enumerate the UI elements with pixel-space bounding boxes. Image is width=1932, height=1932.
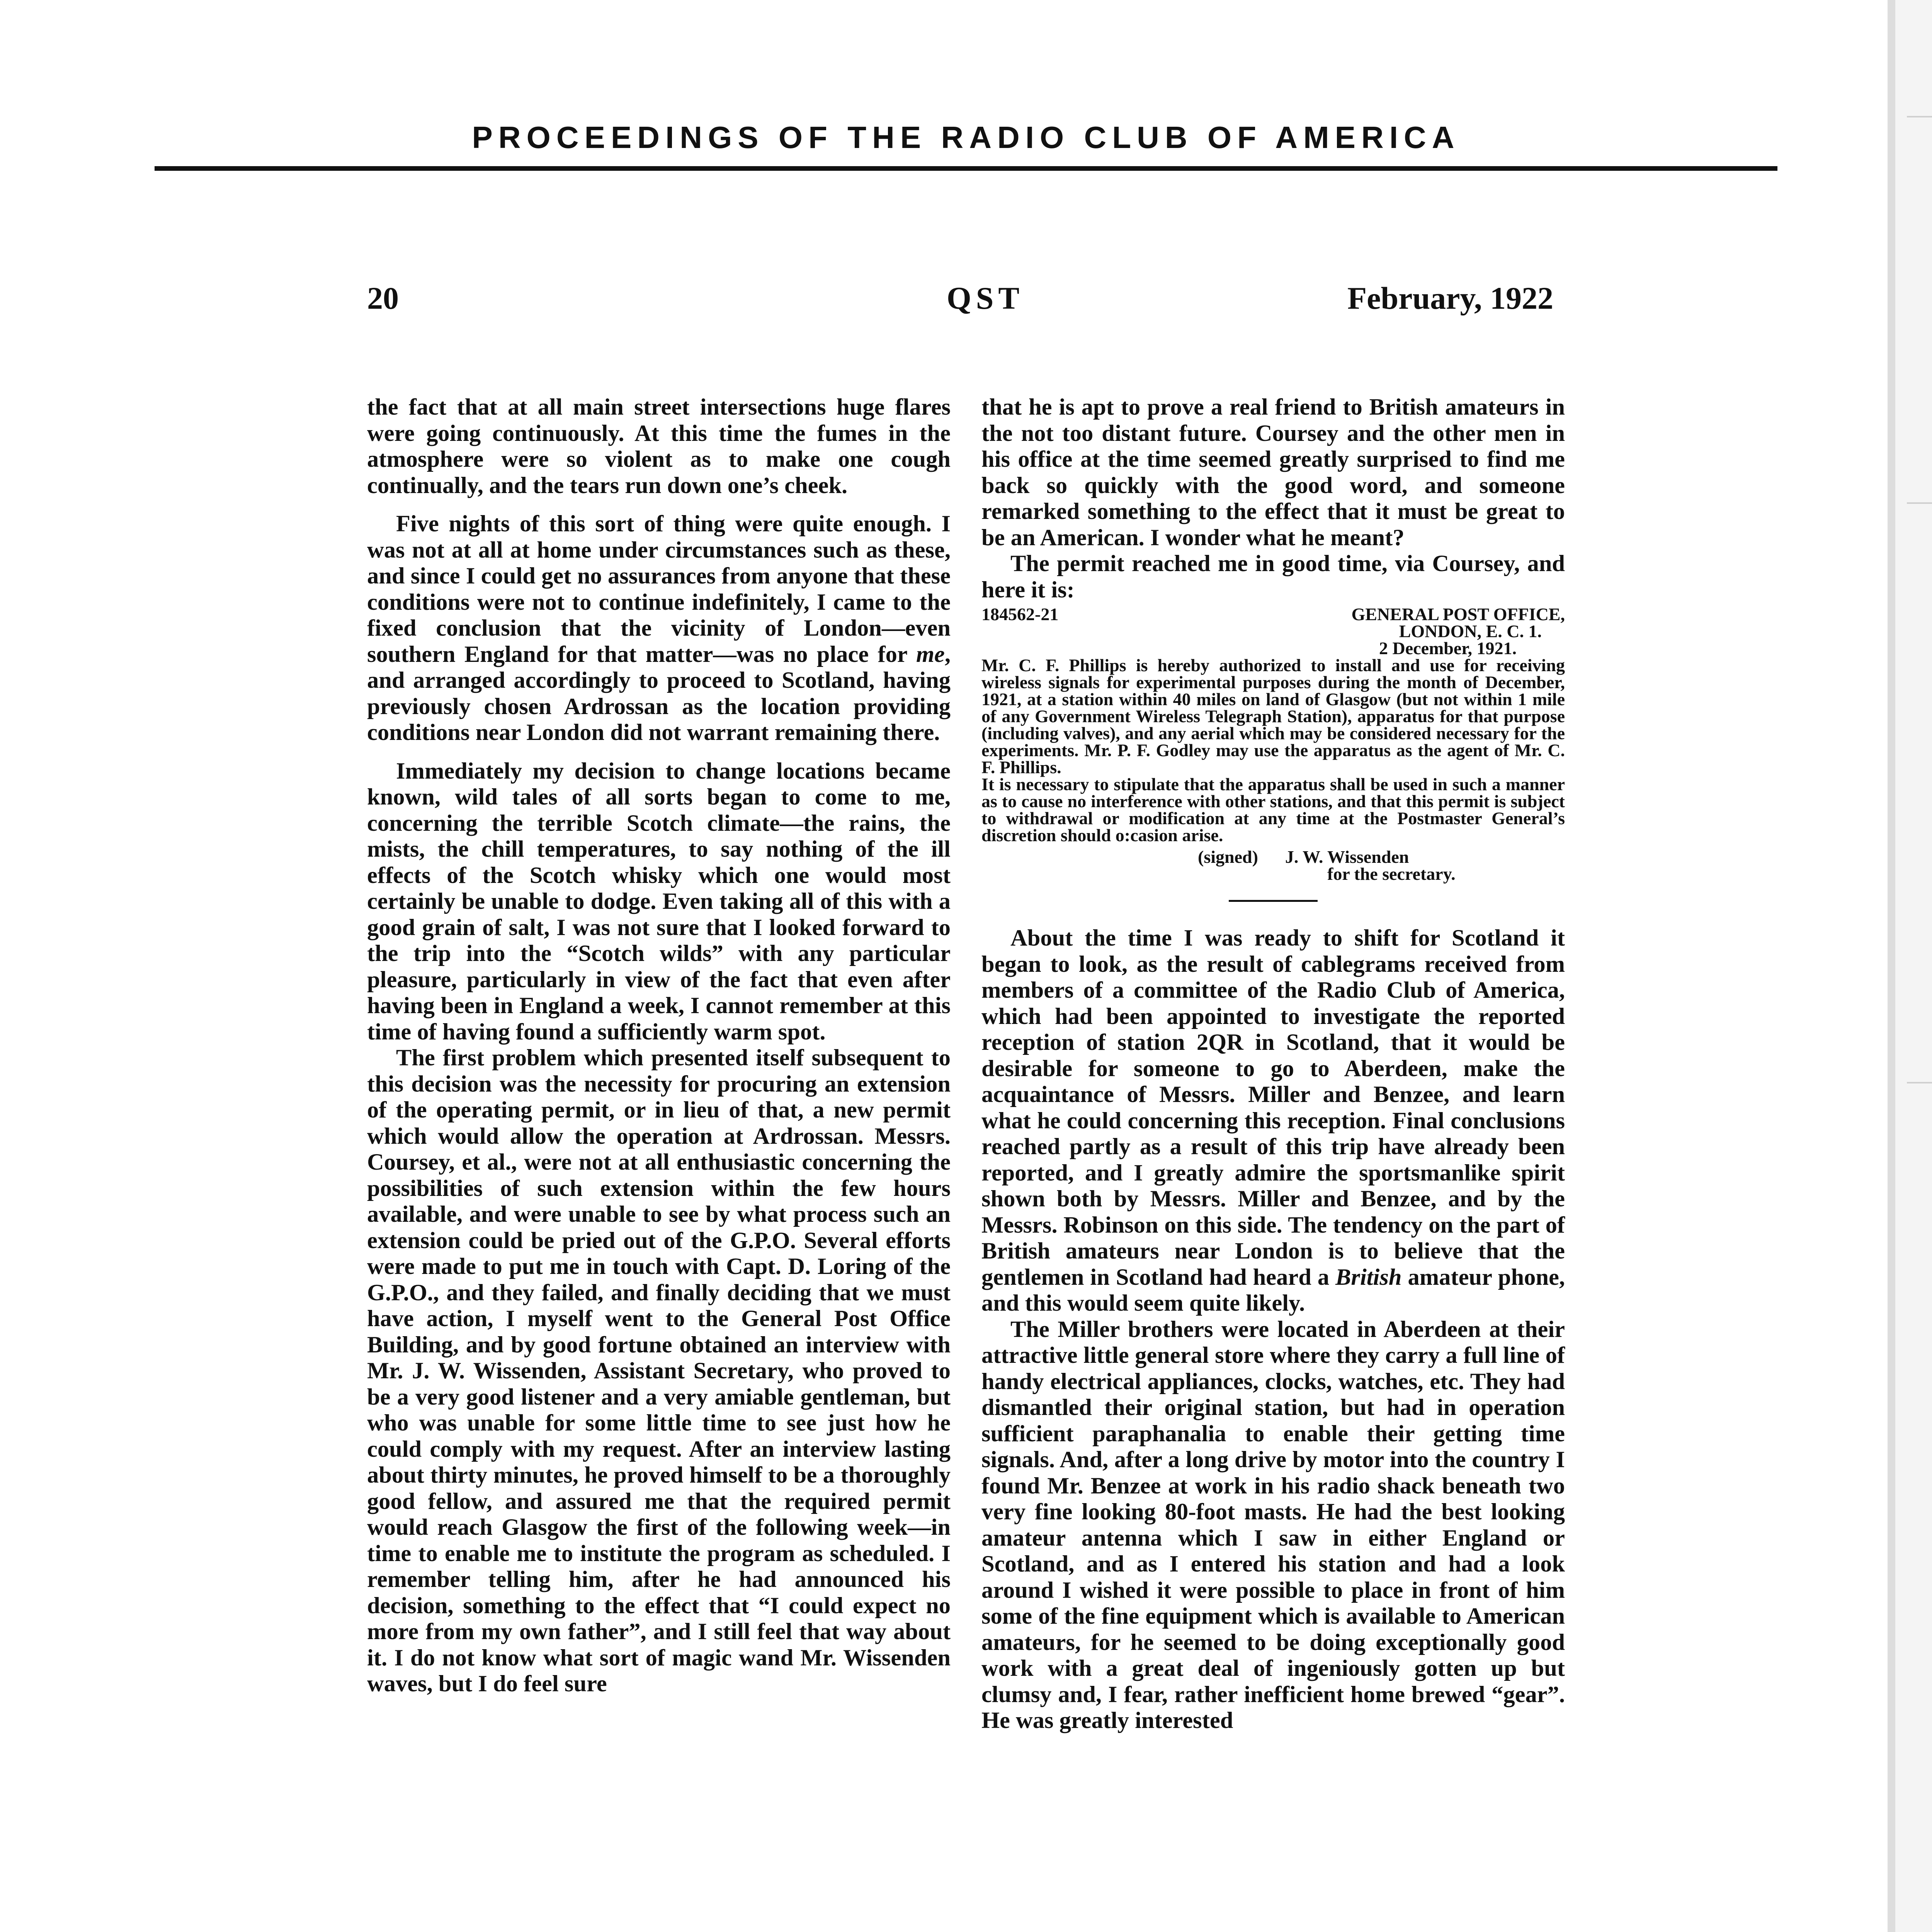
edge-tick [1907, 1082, 1932, 1083]
paragraph: The permit reached me in good time, via Coursey, and here it is: [981, 551, 1565, 603]
left-column [367, 394, 951, 1697]
paragraph: The first problem which presented itself subsequent to this decision was the necessity for procuring an extension of the operating permit, or in lieu of that, a new permit which would allow the operation at Ardrossan. Messrs. Coursey, et al., were not at all enthusiastic concerning the possibilities of such extension within the few hours available, and were unable to see by what process such an extension could be pried out of the G.P.O. Several efforts were made to put me in touch with Capt. D. Loring of the G.P.O., and they failed, and finally deciding that we must have action, I myself went to the General Post Office Building, and by good fortune obtained an interview with Mr. J. W. Wissenden, Assistant Secretary, who proved to be a very good listener and a very amiable gentleman, but who was unable for some little time to see just how he could comply with my request. After an interview lasting about thirty minutes, he proved himself to be a thoroughly good fellow, and assured me that the required permit would reach Glasgow the first of the following week—in time to enable me to institute the program as scheduled. I remember telling him, after he had announced his decision, something to the effect that “I could expect no more from my own father”, and I still feel that way about it. I do not know what sort of magic wand Mr. Wissenden waves, but I do feel sure [367, 1045, 951, 1697]
running-head: PROCEEDINGS OF THE RADIO CLUB OF AMERICA [472, 120, 1460, 155]
permit-reference: 184562-21 [981, 604, 1059, 624]
permit-body: Mr. C. F. Phillips is hereby authorized to install and use for receiving wireless signals for experimental purposes during the month of December, 1921, at a station within 40 miles on land of Glasgow (but not within 1 mile of any Government Wireless Telegraph Station), apparatus for that purpose (including valves), and any aerial which may be considered necessary for the experiments. Mr. P. F. Godley may use the apparatus as the agent of Mr. C. F. Phillips. [981, 655, 1565, 777]
permit-body: It is necessary to stipulate that the apparatus shall be used in such a manner as to cause no interference with other stations, and that this permit is subject to withdrawal or modification at any time at the Postmaster General’s discretion should o:casion arise. [981, 774, 1565, 845]
permit-signature: (signed) J. W. Wissenden [1198, 847, 1409, 867]
section-divider [1229, 900, 1318, 902]
permit-date: 2 December, 1921. [1379, 638, 1517, 658]
paragraph: Five nights of this sort of thing were quite enough. I was not at all at home under circumstances such as these, and since I could get no assurances from anyone that these conditions were not to continue indefinitely, I came to the fixed conclusion that the vicinity of London—even southern England for that matter—was no place for me, and arranged accordingly to proceed to Scotland, having previously chosen Ardrossan as the location providing conditions near London did not warrant remaining there. [367, 511, 951, 745]
paragraph: The Miller brothers were located in Aberdeen at their attractive little general store where they carry a full line of handy electrical appliances, clocks, watches, etc. They had dismantled their original station, but had in operation sufficient paraphanalia to enable their getting time signals. And, after a long drive by motor into the country I found Mr. Benzee at work in his radio shack beneath two very fine looking 80-foot masts. He had the best looking amateur antenna which I saw in either England or Scotland, and as I entered his station and had a look around I wished it were possible to place in front of him some of the fine equipment which is available to American amateurs, for he seemed to be doing exceptionally good work with a great deal of ingeniously gotten up but clumsy and, I fear, rather inefficient home brewed “gear”. He was greatly interested [981, 1316, 1565, 1733]
right-column [981, 394, 1565, 1734]
edge-tick [1907, 116, 1932, 117]
folio-magazine-title: QST [946, 281, 1024, 316]
permit-letter [981, 606, 1565, 883]
permit-address: LONDON, E. C. 1. [1399, 621, 1542, 641]
folio-date: February, 1922 [1347, 281, 1553, 316]
header-rule [155, 166, 1777, 171]
edge-tick [1907, 502, 1932, 504]
permit-office: GENERAL POST OFFICE, [1351, 604, 1565, 624]
permit-signature-title: for the secretary. [1327, 864, 1456, 884]
paragraph: the fact that at all main street intersections huge flares were going continuously. At this time the fumes in the atmosphere were so violent as to make one cough continually, and the tears run down one’s cheek. [367, 394, 951, 498]
paragraph: that he is apt to prove a real friend to British amateurs in the not too distant future. Coursey and the other men in his office at the time seemed greatly surprised to find me back so quickly with the good word, and someone remarked something to the effect that it must be great to be an American. I wonder what he meant? [981, 394, 1565, 551]
folio-page-number: 20 [367, 281, 399, 316]
paragraph: About the time I was ready to shift for Scotland it began to look, as the result of cablegrams received from members of a committee of the Radio Club of America, which had been appointed to investigate the reported reception of station 2QR in Scotland, that it would be desirable for someone to go to Aberdeen, make the acquaintance of Messrs. Miller and Benzee, and learn what he could concerning this reception. Final conclusions reached partly as a result of this trip have already been reported, and I greatly admire the sportsmanlike spirit shown both by Messrs. Miller and Benzee, and by the Messrs. Robinson on this side. The tendency on the part of British amateurs near London is to believe that the gentlemen in Scotland had heard a British amateur phone, and this would seem quite likely. [981, 925, 1565, 1316]
paragraph: Immediately my decision to change locations became known, wild tales of all sorts began to come to me, concerning the terrible Scotch climate—the rains, the mists, the chill temperatures, to say nothing of the ill effects of the Scotch whisky which one would most certainly be unable to dodge. Even taking all of this with a good grain of salt, I was not sure that I looked forward to the trip into the “Scotch wilds” with any particular pleasure, particularly in view of the fact that even after having been in England a week, I cannot remember at this time of having found a sufficiently warm spot. [367, 758, 951, 1045]
